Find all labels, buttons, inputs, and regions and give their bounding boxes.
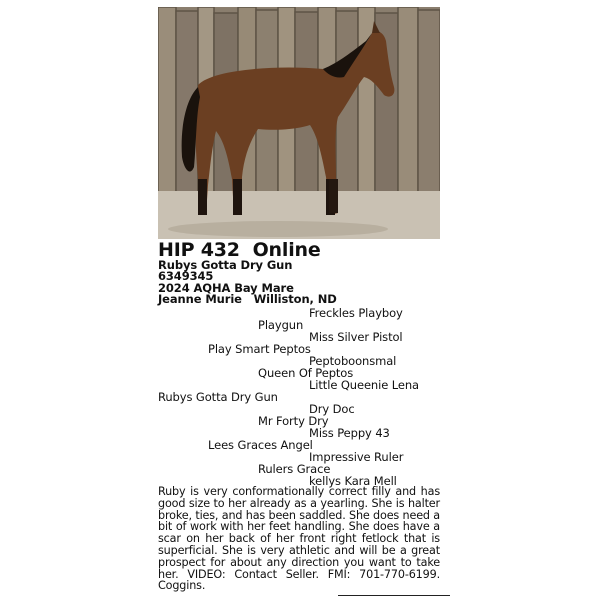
pedigree-dam-sire-dam: Miss Peppy 43 — [309, 426, 390, 440]
pedigree-sire-sire: Playgun — [258, 318, 304, 332]
pedigree-sire-sire-dam: Miss Silver Pistol — [309, 330, 403, 344]
pedigree-sire-dam-sire: Peptoboonsmal — [309, 354, 397, 368]
pedigree-sire-dam-dam: Little Queenie Lena — [309, 378, 419, 392]
pedigree-dam-dam-dam: kellys Kara Mell — [309, 474, 397, 488]
consignor: Jeanne Murie Williston, ND — [158, 291, 337, 306]
pedigree-dam-dam: Rulers Grace — [258, 462, 331, 476]
year-breed-sex: 2024 AQHA Bay Mare — [158, 280, 294, 295]
pedigree-dam-dam-sire: Impressive Ruler — [309, 450, 404, 464]
pedigree-dam-sire-sire: Dry Doc — [309, 402, 355, 416]
horse-name: Rubys Gotta Dry Gun — [158, 258, 293, 272]
pedigree-sire-sire-sire: Freckles Playboy — [309, 306, 403, 320]
pedigree-sire-dam: Queen Of Peptos — [258, 366, 354, 380]
pedigree-subject: Rubys Gotta Dry Gun — [158, 390, 278, 404]
horse-description: Ruby is very conformationally correct filly and has good size to her already as a yearling. She is halter broke, ties, and has been saddled. She does need a bit of work with her feet handling. She does have a scar on her back of her front right fetlock that is superficial. She is very athletic and will be a great prospect for about any direction you want to take her. VIDEO: Contact Seller. FMI: 701-770-6199. Coggins. — [158, 485, 440, 593]
hip-number-title: HIP 432 Online — [158, 239, 321, 261]
pedigree-dam: Lees Graces Angel — [208, 438, 313, 452]
pedigree-sire: Play Smart Peptos — [208, 342, 311, 356]
registration-number: 6349345 — [158, 269, 214, 284]
pedigree-dam-sire: Mr Forty Dry — [258, 414, 329, 428]
footer-divider — [338, 595, 450, 596]
